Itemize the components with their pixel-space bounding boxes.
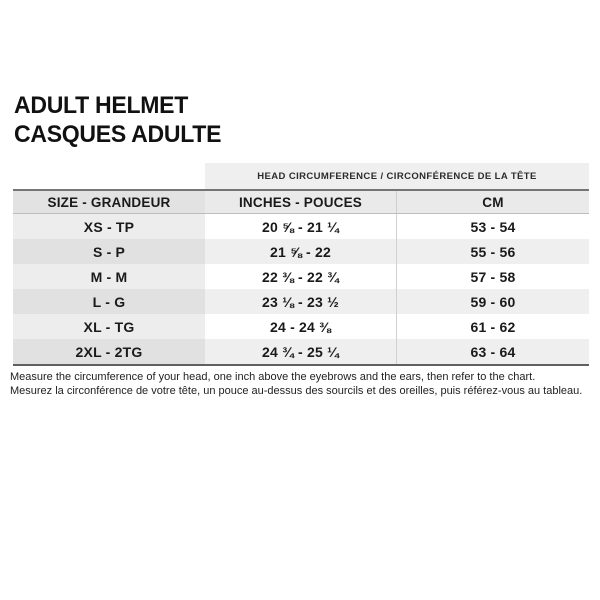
inches-cell: 22 ⅜ - 22 ¾ [205,264,397,289]
inches-cell: 23 ⅛ - 23 ½ [205,289,397,314]
inches-cell: 24 ¾ - 25 ¼ [205,339,397,364]
span-header-spacer [13,163,205,189]
cm-cell: 55 - 56 [397,239,589,264]
cm-cell: 61 - 62 [397,314,589,339]
inches-cell: 24 - 24 ⅜ [205,314,397,339]
span-header-row [13,163,589,189]
page-title-line-fr: CASQUES ADULTE [14,121,222,148]
table-body [13,214,589,364]
table-row-2xl [13,339,589,364]
cm-cell: 57 - 58 [397,264,589,289]
head-circumference-header: HEAD CIRCUMFERENCE / CIRCONFÉRENCE DE LA TÊTE [205,163,589,189]
page-title [14,91,221,149]
size-cell: S - P [13,239,205,264]
size-cell: XS - TP [13,214,205,239]
cm-cell: 63 - 64 [397,339,589,364]
table-row-xs [13,214,589,239]
size-chart-table [13,163,589,366]
size-cell: 2XL - 2TG [13,339,205,364]
instruction-line-fr: Mesurez la circonférence de votre tête, un pouce au-dessus des sourcils et des oreilles, puis référez-vous au tableau. [10,384,583,397]
size-cell: XL - TG [13,314,205,339]
column-header-row [13,191,589,214]
table-bottom-rule [13,364,589,366]
cm-cell: 53 - 54 [397,214,589,239]
page-title-line-en: ADULT HELMET [14,92,189,119]
table-row-s [13,239,589,264]
inches-cell: 20 ⅝ - 21 ¼ [205,214,397,239]
col-header-size: SIZE - GRANDEUR [13,191,205,213]
table-row-l [13,289,589,314]
col-header-cm: CM [397,191,589,213]
table-row-xl [13,314,589,339]
size-cell: L - G [13,289,205,314]
table-row-m [13,264,589,289]
size-cell: M - M [13,264,205,289]
col-header-inches: INCHES - POUCES [205,191,397,213]
cm-cell: 59 - 60 [397,289,589,314]
measurement-instructions [10,371,592,398]
inches-cell: 21 ⅝ - 22 [205,239,397,264]
instruction-line-en: Measure the circumference of your head, one inch above the eyebrows and the ears, then refer to the chart. [10,371,536,383]
